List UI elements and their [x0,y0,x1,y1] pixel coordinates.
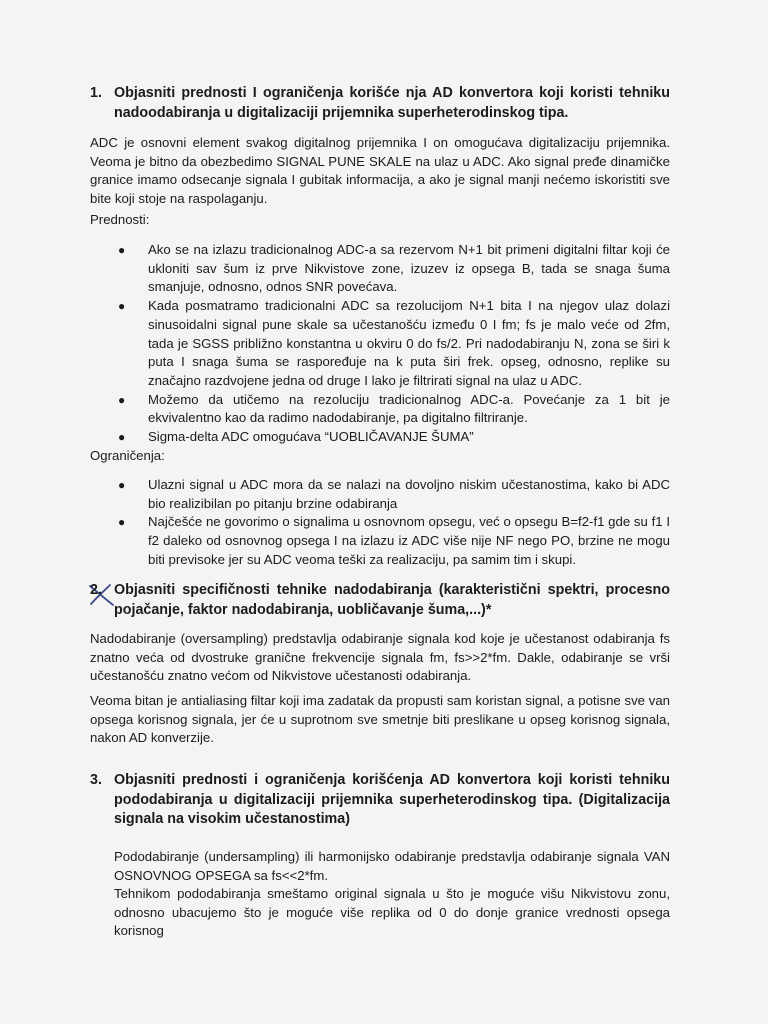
q1-intro-paragraph: ADC je osnovni element svakog digitalnog prijemnika I on omogućava digitalizaciju prijemnika. Veoma je bitno da obezbedimo SIGNAL PUNE SKALE na ulaz u ADC. Ako signal pređe dinamičke granice imamo odsecanje signala I gubitak informacija, a ako je signal manji nećemo iskoristiti sve bite koji stoje na raspolaganju. [90,135,670,207]
question-number: 3. [90,772,102,788]
advantages-list [118,241,670,447]
question-2-heading [90,581,670,620]
list-item: ● Kada posmatramo tradicionalni ADC sa rezolucijom N+1 bita I na njegov ulaz dolazi sinusoidalni signal pune skale sa učestanošću između 0 I fm; fs je malo veće od 2fm, tada je SGSS približno konstantna u okviru 0 do fs/2. Pri nadodabiranju N, zona se širi k puta I snaga šuma se raspoređuje na k puta širi frek. opseg, odnosno, replike su značajno razdvojene jedna od druge I lako je filtrirati signal na ulaz u ADC. [118,298,670,388]
question-title: Objasniti specifičnosti tehnike nadodabiranja (karakteristični spektri, procesno pojačanje, faktor nadodabiranja, uobličavanje šuma,...)* [114,582,670,618]
list-item: ● Najčešće ne govorimo o signalima u osnovnom opsegu, već o opsegu B=f2-f1 gde su f1 I f2 daleko od osnovnog opsega I na izlazu iz ADC više nije NF nego PO, brzine ne mogu biti previsoke jer su ADC veoma teški za realizaciju, pa samim tim i skupi. [118,514,670,567]
bullet-icon: ● [118,430,126,445]
question-3-heading [90,771,670,830]
q2-paragraph-2: Veoma bitan je antialiasing filtar koji ima zadatak da propusti sam koristan signal, a potisne sve van opsega korisnog signala, jer će u suprotnom sve smetnje biti preslikane u opseg korisnog signala, nakon AD konverzije. [90,693,670,746]
q3-paragraph-1: Pododabiranje (undersampling) ili harmonijsko odabiranje predstavlja odabiranje signala VAN OSNOVNOG OPSEGA sa fs<<2*fm. [114,849,670,883]
limitations-list [118,476,670,570]
bullet-icon: ● [118,243,126,257]
list-item: ● Sigma-delta ADC omogućava “UOBLIČAVANJE ŠUMA” [118,428,670,447]
question-number: 1. [90,85,102,101]
question-number: 2. [90,582,102,598]
q2-paragraph-1: Nadodabiranje (oversampling) predstavlja odabiranje signala kod koje je učestanost odabiranja fs znatno veća od dvostruke granične frekvencije signala fm, fs>>2*fm. Dakle, odabiranje se vrši učestanošću znatno većom od Nikvistove učestanosti odabiranja. [90,631,670,684]
bullet-icon: ● [118,299,126,314]
question-title: Objasniti prednosti I ograničenja korišće nja AD konvertora koji koristi tehniku nadoodabiranja u digitalizaciji prijemnika superheterodinskog tipa. [114,85,670,121]
list-item: ● Možemo da utičemo na rezoluciju tradicionalnog ADC-a. Povećanje za 1 bit je ekvivalentno kao da radimo nadodabiranje, pa digitalno filtriranje. [118,391,670,426]
list-item: ● Ako se na izlazu tradicionalnog ADC-a sa rezervom N+1 bit primeni digitalni filtar koji će ukloniti sav šum iz prve Nikvistove zone, izuzev iz opsega B, tada se snaga šuma smanjuje, odnosno, odnos SNR povećava. [118,242,670,295]
limitations-label: Ograničenja: [90,448,165,463]
q3-paragraph-2: Tehnikom pododabiranja smeštamo original signala u što je moguće višu Nikvistovu zonu, odnosno ubacujemo što je moguće više replika od 0 do donje granice vrednosti opsega korisnog [114,886,670,939]
question-1-heading [90,84,670,123]
bullet-icon: ● [118,478,126,492]
bullet-icon: ● [118,392,126,407]
question-title: Objasniti prednosti i ograničenja korišćenja AD konvertora koji koristi tehniku pododabiranja u digitalizaciji prijemnika superheterodinskog tipa. (Digitalizacija signala na visokim učestanostima) [114,772,670,827]
bullet-icon: ● [118,515,126,530]
list-item: ● Ulazni signal u ADC mora da se nalazi na dovoljno niskim učestanostima, kako bi ADC bio realizibilan po pitanju brzine odabiranja [118,477,670,511]
advantages-label: Prednosti: [90,212,150,227]
